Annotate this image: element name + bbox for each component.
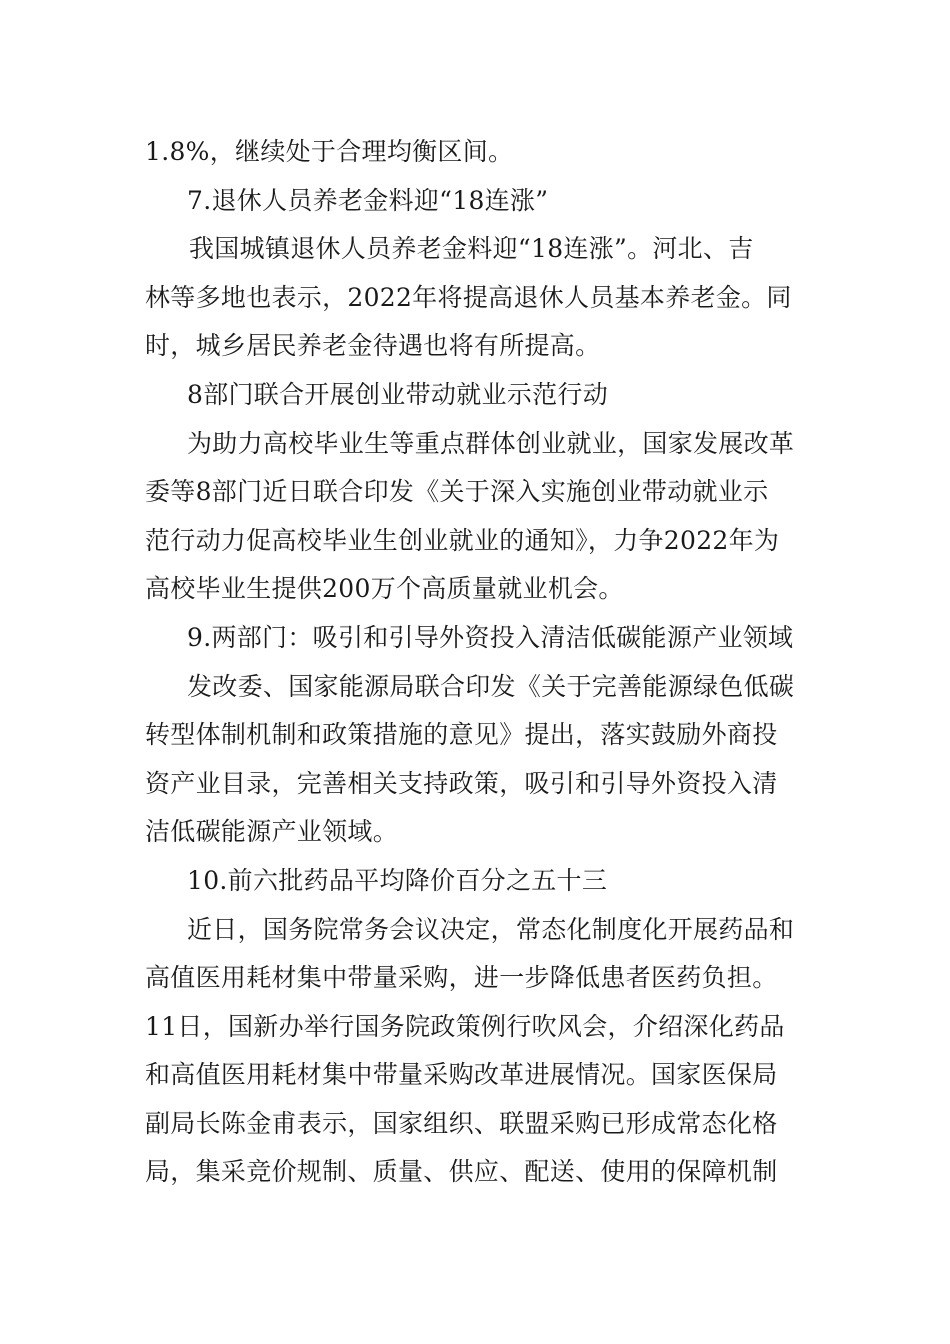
paragraph-line: 转型体制机制和政策措施的意见》提出，落实鼓励外商投 — [145, 720, 778, 750]
paragraph-line: 资产业目录，完善相关支持政策，吸引和引导外资投入清 — [145, 768, 778, 798]
paragraph-line: 11日，国新办举行国务院政策例行吹风会，介绍深化药品 — [145, 1011, 785, 1041]
paragraph-line: 发改委、国家能源局联合印发《关于完善能源绿色低碳 — [187, 671, 795, 701]
paragraph-line: 范行动力促高校毕业生创业就业的通知》，力争2022年为 — [145, 525, 780, 555]
paragraph-line: 委等8部门近日联合印发《关于深入实施创业带动就业示 — [145, 477, 769, 507]
paragraph-line: 高校毕业生提供200万个高质量就业机会。 — [145, 574, 624, 604]
document-body — [145, 128, 810, 1197]
paragraph-line: 局，集采竞价规制、质量、供应、配送、使用的保障机制 — [145, 1157, 778, 1187]
paragraph-line: 和高值医用耗材集中带量采购改革进展情况。国家医保局 — [145, 1060, 778, 1090]
paragraph-line: 高值医用耗材集中带量采购，进一步降低患者医药负担。 — [145, 963, 778, 993]
paragraph-line: 为助力高校毕业生等重点群体创业就业，国家发展改革 — [187, 428, 795, 458]
section-heading-9: 9.两部门：吸引和引导外资投入清洁低碳能源产业领域 — [187, 622, 794, 652]
paragraph-line: 时，城乡居民养老金待遇也将有所提高。 — [145, 331, 601, 361]
section-heading-10: 10.前六批药品平均降价百分之五十三 — [187, 865, 608, 895]
paragraph-line: 我国城镇退休人员养老金料迎“18连涨”。河北、吉 — [189, 234, 754, 264]
paragraph-line: 林等多地也表示，2022年将提高退休人员基本养老金。同 — [145, 282, 792, 312]
paragraph-line: 副局长陈金甫表示，国家组织、联盟采购已形成常态化格 — [145, 1108, 778, 1138]
section-heading-7: 7.退休人员养老金料迎“18连涨” — [187, 185, 549, 215]
paragraph-line: 洁低碳能源产业领域。 — [145, 817, 399, 847]
text-line-continuation: 1.8%，继续处于合理均衡区间。 — [145, 137, 514, 166]
paragraph-line: 近日，国务院常务会议决定，常态化制度化开展药品和 — [187, 914, 795, 944]
section-heading-8: 8部门联合开展创业带动就业示范行动 — [187, 379, 609, 409]
